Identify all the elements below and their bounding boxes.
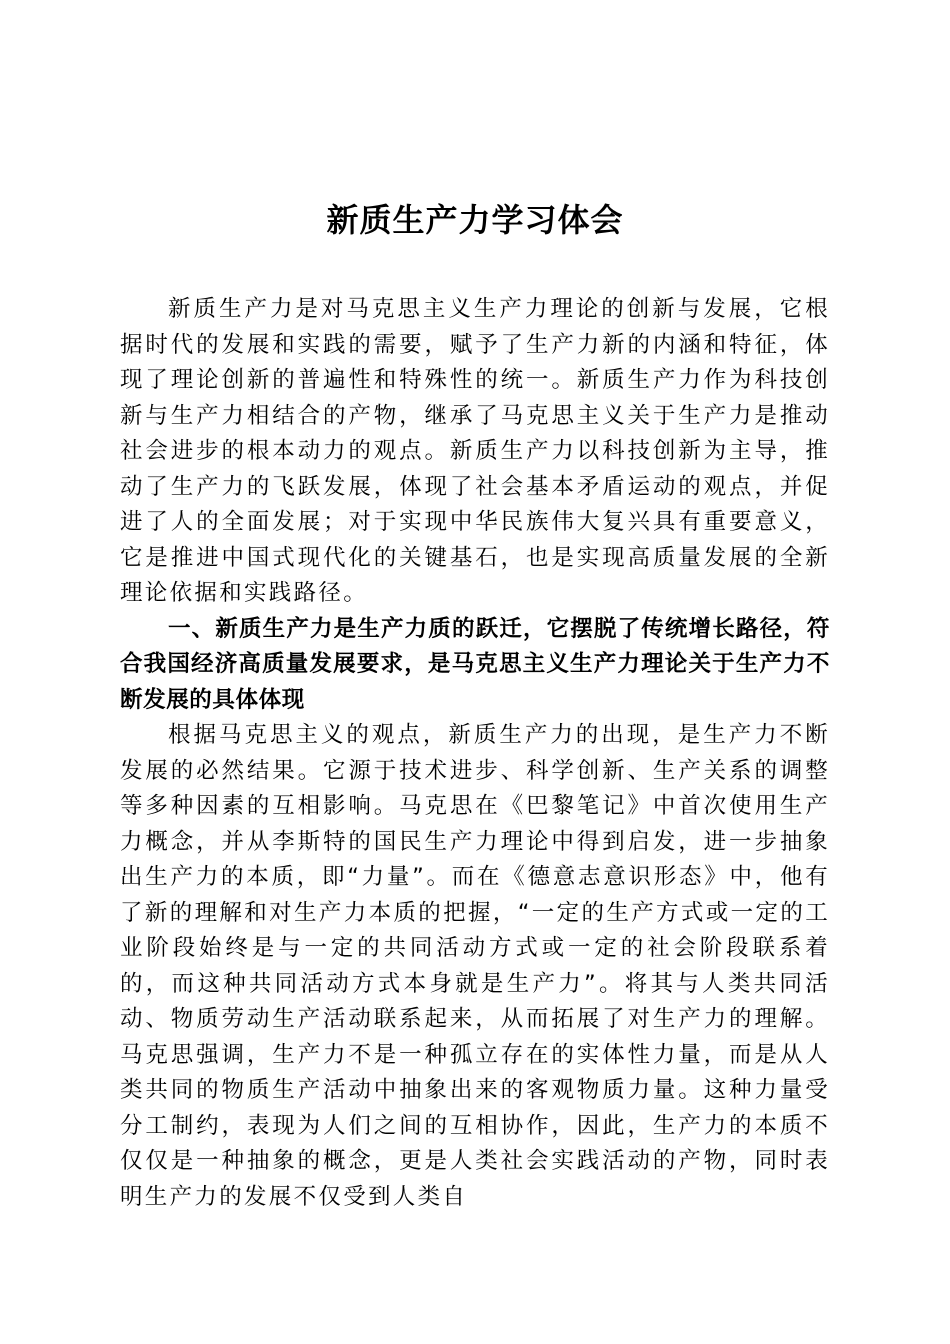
section-heading-1: 一、新质生产力是生产力质的跃迁，它摆脱了传统增长路径，符合我国经济高质量发展要求，是马克思主义生产力理论关于生产力不断发展的具体体现 <box>120 615 830 713</box>
document-title: 新质生产力学习体会 <box>326 201 624 239</box>
section-1-paragraph: 根据马克思主义的观点，新质生产力的出现，是生产力不断发展的必然结果。它源于技术进步、科学创新、生产关系的调整等多种因素的互相影响。马克思在《巴黎笔记》中首次使用生产力概念，并从李斯特的国民生产力理论中得到启发，进一步抽象出生产力的本质，即“力量”。而在《德意志意识形态》中，他有了新的理解和对生产力本质的把握，“一定的生产方式或一定的工业阶段始终是与一定的共同活动方式或一定的社会阶段联系着的，而这种共同活动方式本身就是生产力”。将其与人类共同活动、物质劳动生产活动联系起来，从而拓展了对生产力的理解。马克思强调，生产力不是一种孤立存在的实体性力量，而是从人类共同的物质生产活动中抽象出来的客观物质力量。这种力量受分工制约，表现为人们之间的互相协作，因此，生产力的本质不仅仅是一种抽象的概念，更是人类社会实践活动的产物，同时表明生产力的发展不仅受到人类自 <box>120 722 830 1210</box>
document-body <box>120 292 830 1215</box>
intro-paragraph: 新质生产力是对马克思主义生产力理论的创新与发展，它根据时代的发展和实践的需要，赋予了生产力新的内涵和特征，体现了理论创新的普遍性和特殊性的统一。新质生产力作为科技创新与生产力相结合的产物，继承了马克思主义关于生产力是推动社会进步的根本动力的观点。新质生产力以科技创新为主导，推动了生产力的飞跃发展，体现了社会基本矛盾运动的观点，并促进了人的全面发展；对于实现中华民族伟大复兴具有重要意义，它是推进中国式现代化的关键基石，也是实现高质量发展的全新理论依据和实践路径。 <box>120 296 830 606</box>
